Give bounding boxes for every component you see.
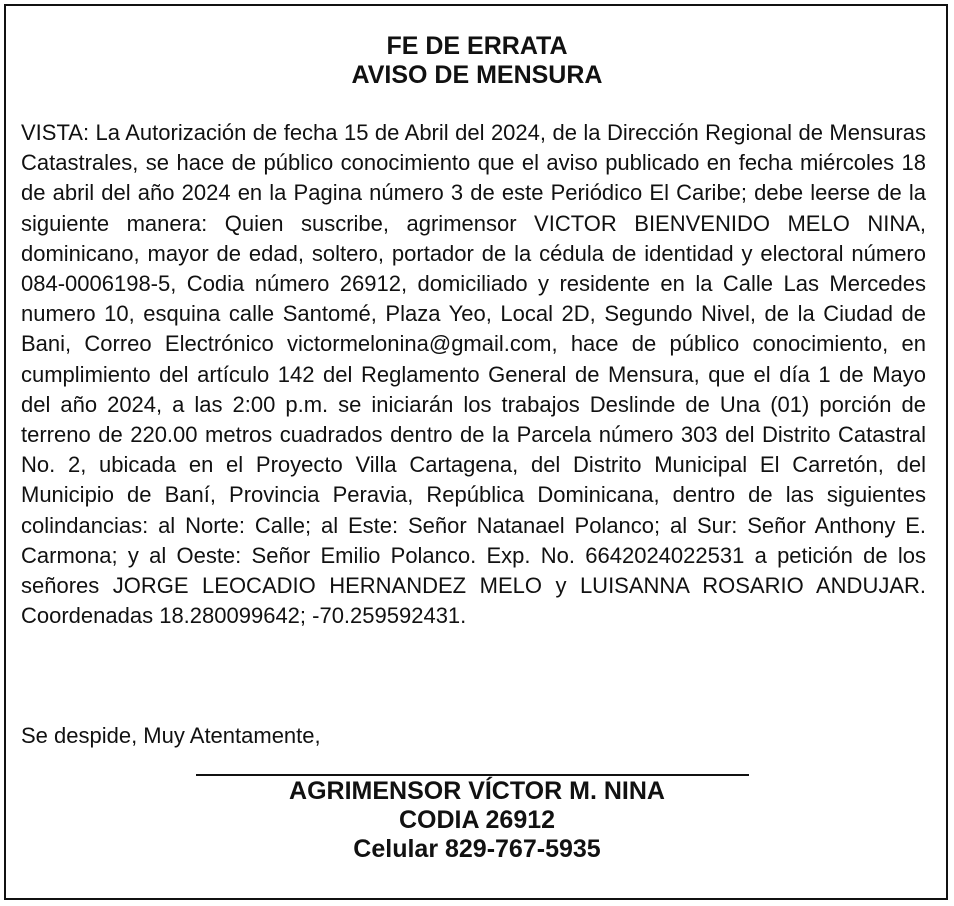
notice-subtitle: AVISO DE MENSURA bbox=[351, 61, 603, 89]
notice-title: FE DE ERRATA bbox=[386, 32, 568, 60]
closing-text: Se despide, Muy Atentamente, bbox=[21, 723, 321, 748]
signature-name: AGRIMENSOR VÍCTOR M. NINA bbox=[289, 777, 665, 805]
notice-body: VISTA: La Autorización de fecha 15 de Abril del 2024, de la Dirección Regional de Mensuras Catastrales, se hace de público conocimiento que el aviso publicado en fecha miércoles 18 de abril del año 2024 en la Pagina número 3 de este Periódico El Caribe; debe leerse de la siguiente manera: Quien suscribe, agrimensor VICTOR BIENVENIDO MELO NINA, dominicano, mayor de edad, soltero, portador de la cédula de identidad y electoral número 084-0006198-5, Codia número 26912, domiciliado y residente en la Calle Las Mercedes numero 10, esquina calle Santomé, Plaza Yeo, Local 2D, Segundo Nivel, de la Ciudad de Bani, Correo Electrónico victormelonina@gmail.com, hace de público conocimiento, en cumplimiento del artículo 142 del Reglamento General de Mensura, que el día 1 de Mayo del año 2024, a las 2:00 p.m. se iniciarán los trabajos Deslinde de Una (01) porción de terreno de 220.00 metros cuadrados dentro de la Parcela número 303 del Distrito Catastral No. 2, ubicada en el Proyecto Villa Cartagena, del Distrito Municipal El Carretón, del Municipio de Baní, Provincia Peravia, República Dominicana, dentro de las siguientes colindancias: al Norte: Calle; al Este: Señor Natanael Polanco; al Sur: Señor Anthony E. Carmona; y al Oeste: Señor Emilio Polanco. Exp. No. 6642024022531 a petición de los señores JORGE LEOCADIO HERNANDEZ MELO y LUISANNA ROSARIO ANDUJAR. Coordenadas 18.280099642; -70.259592431. bbox=[21, 120, 926, 629]
signature-codia: CODIA 26912 bbox=[398, 806, 556, 834]
signature-phone: Celular 829-767-5935 bbox=[353, 835, 601, 863]
signature-line bbox=[196, 774, 749, 776]
